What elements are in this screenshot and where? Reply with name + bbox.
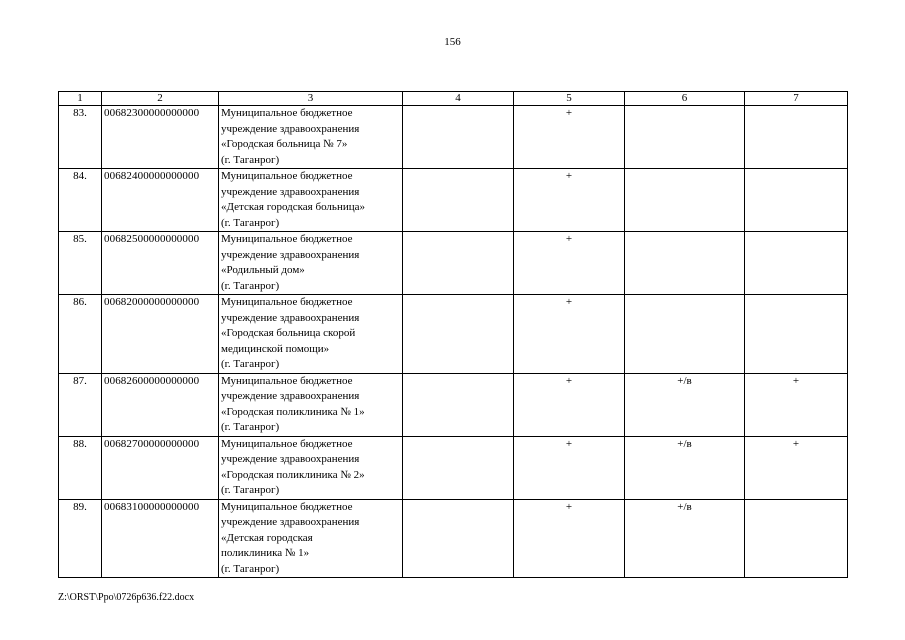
- table-row: [59, 106, 848, 169]
- column-header: 4: [403, 92, 514, 106]
- institution-name: Муниципальное бюджетное учреждение здравоохранения «Городская поликлиника № 2» (г. Таганрог): [219, 436, 403, 499]
- table-row: [59, 295, 848, 374]
- cell-col7: +: [745, 436, 848, 499]
- cell-col5: +: [514, 169, 625, 232]
- cell-col4: [403, 373, 514, 436]
- cell-col7: +: [745, 373, 848, 436]
- table-row: [59, 499, 848, 578]
- institution-name: Муниципальное бюджетное учреждение здравоохранения «Городская больница № 7» (г. Таганрог): [219, 106, 403, 169]
- cell-col7: [745, 169, 848, 232]
- row-number: 87.: [59, 373, 102, 436]
- row-number: 85.: [59, 232, 102, 295]
- institution-code: 00682000000000000: [102, 295, 219, 374]
- column-header: 6: [625, 92, 745, 106]
- column-header: 5: [514, 92, 625, 106]
- institution-code: 00683100000000000: [102, 499, 219, 578]
- institution-name: Муниципальное бюджетное учреждение здравоохранения «Родильный дом» (г. Таганрог): [219, 232, 403, 295]
- institution-name: Муниципальное бюджетное учреждение здравоохранения «Детская городская поликлиника № 1» (г. Таганрог): [219, 499, 403, 578]
- cell-col5: +: [514, 373, 625, 436]
- cell-col5: +: [514, 295, 625, 374]
- cell-col4: [403, 106, 514, 169]
- institution-code: 00682600000000000: [102, 373, 219, 436]
- table-row: [59, 232, 848, 295]
- cell-col4: [403, 436, 514, 499]
- cell-col6: [625, 232, 745, 295]
- institution-name: Муниципальное бюджетное учреждение здравоохранения «Детская городская больница» (г. Таганрог): [219, 169, 403, 232]
- table-row: [59, 436, 848, 499]
- row-number: 86.: [59, 295, 102, 374]
- cell-col6: +/в: [625, 499, 745, 578]
- row-number: 88.: [59, 436, 102, 499]
- cell-col7: [745, 232, 848, 295]
- column-header: 3: [219, 92, 403, 106]
- institution-name: Муниципальное бюджетное учреждение здравоохранения «Городская поликлиника № 1» (г. Таганрог): [219, 373, 403, 436]
- institution-code: 00682700000000000: [102, 436, 219, 499]
- column-header: 1: [59, 92, 102, 106]
- cell-col6: [625, 295, 745, 374]
- institution-code: 00682300000000000: [102, 106, 219, 169]
- cell-col4: [403, 295, 514, 374]
- institution-name: Муниципальное бюджетное учреждение здравоохранения «Городская больница скорой медицинской помощи» (г. Таганрог): [219, 295, 403, 374]
- cell-col4: [403, 232, 514, 295]
- column-header: 2: [102, 92, 219, 106]
- cell-col6: [625, 106, 745, 169]
- cell-col5: +: [514, 106, 625, 169]
- cell-col7: [745, 106, 848, 169]
- cell-col6: [625, 169, 745, 232]
- page-number: 156: [444, 36, 461, 48]
- row-number: 84.: [59, 169, 102, 232]
- data-table: [58, 91, 848, 578]
- cell-col6: +/в: [625, 436, 745, 499]
- header-row: [59, 92, 848, 106]
- institution-code: 00682400000000000: [102, 169, 219, 232]
- row-number: 83.: [59, 106, 102, 169]
- cell-col4: [403, 169, 514, 232]
- row-number: 89.: [59, 499, 102, 578]
- footer-file-path: Z:\ORST\Ppo\0726p636.f22.docx: [58, 592, 195, 603]
- cell-col5: +: [514, 499, 625, 578]
- cell-col7: [745, 295, 848, 374]
- table-row: [59, 169, 848, 232]
- column-header: 7: [745, 92, 848, 106]
- institution-code: 00682500000000000: [102, 232, 219, 295]
- cell-col7: [745, 499, 848, 578]
- cell-col6: +/в: [625, 373, 745, 436]
- table-row: [59, 373, 848, 436]
- cell-col4: [403, 499, 514, 578]
- cell-col5: +: [514, 436, 625, 499]
- cell-col5: +: [514, 232, 625, 295]
